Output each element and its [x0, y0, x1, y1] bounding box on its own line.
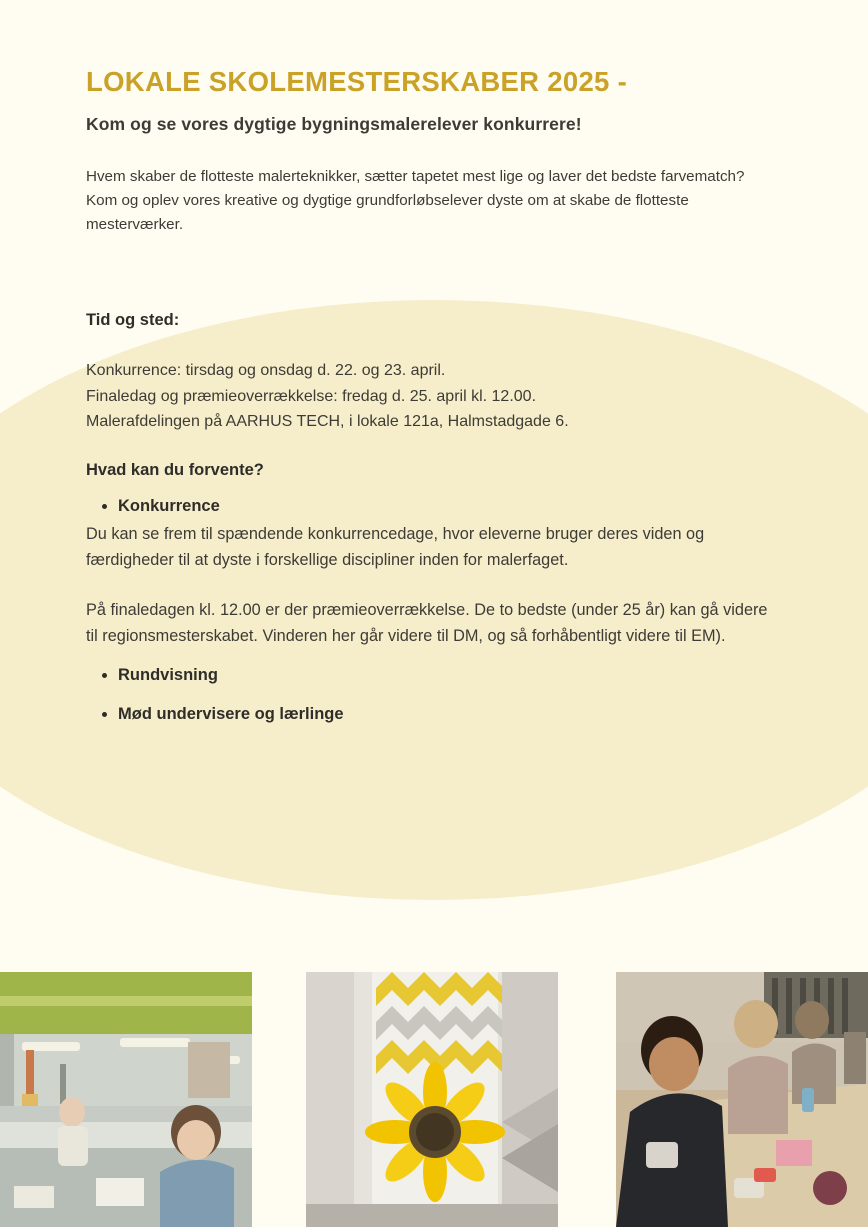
- expectations-heading: Hvad kan du forvente?: [86, 461, 264, 480]
- intro-paragraph: Hvem skaber de flotteste malerteknikker, sætter tapetet mest lige og laver det bedste farvematch? Kom og oplev vores kreative og dygtige grundforløbselever dyste om at skabe de flotteste mesterværker.: [86, 167, 745, 233]
- page-subtitle: Kom og se vores dygtige bygningsmalerelever konkurrere!: [86, 113, 582, 134]
- photo-students-working-table: [616, 972, 868, 1227]
- time-place-lines: [86, 358, 782, 436]
- list-item-konkurrence: • Konkurrence: [118, 494, 782, 519]
- photo-workshop-students: [0, 972, 252, 1227]
- finale-paragraph: På finaledagen kl. 12.00 er der præmieoverrækkelse. De to bedste (under 25 år) kan gå videre til regionsmesterskabet. Vinderen her går videre til DM, og så forhåbentligt videre til EM).: [86, 601, 768, 646]
- time-place-heading: Tid og sted:: [86, 310, 180, 329]
- list-item-rundvisning: • Rundvisning: [118, 663, 782, 688]
- moed-bullet-list: [86, 702, 782, 727]
- expectations-block: [86, 461, 782, 727]
- time-place-line-1: Konkurrence: tirsdag og onsdag d. 22. og 23. april.: [86, 361, 446, 379]
- rundvisning-bullet-list: [86, 663, 782, 688]
- konkurrence-paragraph: Du kan se frem til spændende konkurrencedage, hvor eleverne bruger deres viden og færdigheder til at dyste i forskellige discipliner inden for malerfaget.: [86, 525, 705, 570]
- time-place-block: [86, 311, 782, 436]
- list-item-moed-undervisere: • Mød undervisere og lærlinge: [118, 702, 782, 727]
- time-place-line-2: Finaledag og præmieoverrækkelse: fredag d. 25. april kl. 12.00.: [86, 387, 537, 405]
- time-place-line-3: Malerafdelingen på AARHUS TECH, i lokale 121a, Halmstadgade 6.: [86, 413, 569, 431]
- page-title: LOKALE SKOLEMESTERSKABER 2025 -: [86, 66, 628, 97]
- photo-strip: [0, 972, 868, 1227]
- expectations-bullet-list: [86, 494, 782, 519]
- photo-sunflower-wall-painting: [306, 972, 558, 1227]
